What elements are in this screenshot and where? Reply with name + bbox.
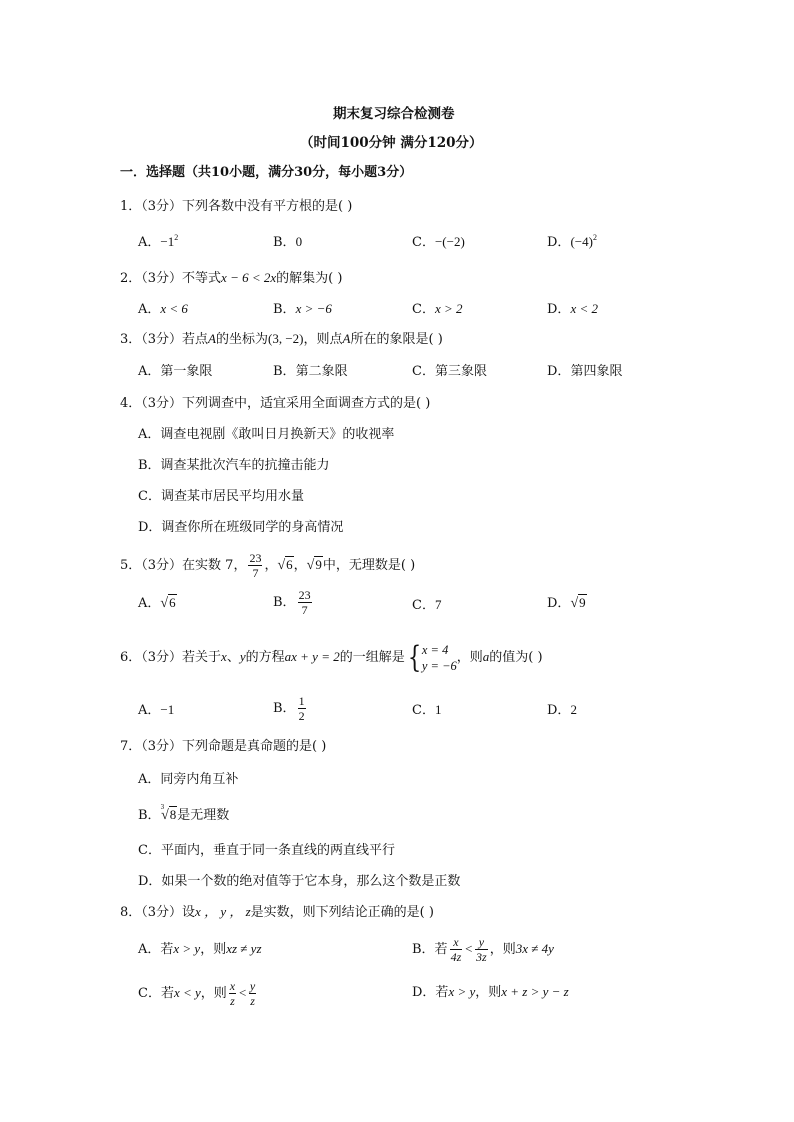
question-7-stem: 7．（3分）下列命题是真命题的是( ) <box>120 739 327 754</box>
question-6-option-a: A．−1 <box>138 702 175 718</box>
question-3-stem: 3．（3分）若点A的坐标为(3, −2)，则点A所在的象限是( ) <box>120 331 443 347</box>
question-3-option-d: D．第四象限 <box>547 364 623 379</box>
question-8-option-b: B．若 $\frac{x}{4z}$ < $\frac{y}{3z}$ ，则3x ≠ 4y <box>412 935 554 964</box>
question-2-option-d: D．x < 2 <box>547 301 598 317</box>
question-5-option-b: B． $\frac{23}{7}$ <box>273 588 311 617</box>
question-1-stem: 1．（3分）下列各数中没有平方根的是( ) <box>120 199 353 214</box>
system-brace: { <box>407 639 421 675</box>
question-4-option-a: A．调查电视剧《敢叫日月换新天》的收视率 <box>138 427 395 442</box>
question-1-option-b: B．0 <box>273 234 303 250</box>
question-6-stem: 6．（3分）若关于x、y的方程ax + y = 2的一组解是{ x = 4 y = −6 ，则a的值为( ) <box>120 639 543 675</box>
question-6-option-d: D．2 <box>547 702 577 718</box>
question-4-option-c: C．调查某市居民平均用水量 <box>138 489 304 504</box>
question-2-option-b: B．x > −6 <box>273 301 332 317</box>
page-title: 期末复习综合检测卷 <box>333 106 455 122</box>
question-7-option-c: C．平面内，垂直于同一条直线的两直线平行 <box>138 843 395 858</box>
question-7-option-d: D．如果一个数的绝对值等于它本身，那么这个数是正数 <box>138 874 461 889</box>
question-3-option-b: B．第二象限 <box>273 364 348 379</box>
question-8-stem: 8．（3分）设x ， y ， z是实数，则下列结论正确的是( ) <box>120 904 434 920</box>
question-3-option-c: C．第三象限 <box>412 364 487 379</box>
question-5-option-a: A．√6 <box>138 595 176 611</box>
question-6-option-b: B． $\frac{1}{2}$ <box>273 694 305 723</box>
question-6-option-c: C．1 <box>412 702 442 718</box>
question-5-option-d: D．√9 <box>547 595 586 611</box>
question-7-option-b: B．$^3$√8是无理数 <box>138 802 230 823</box>
question-4-option-d: D．调查你所在班级同学的身高情况 <box>138 520 344 535</box>
question-8-option-d: D．若x > y，则x + z > y − z <box>412 984 569 1000</box>
section-heading: 一．选择题（共10小题，满分30分，每小题3分） <box>120 165 413 180</box>
question-2-stem: 2．（3分）不等式x − 6 < 2x的解集为( ) <box>120 270 343 286</box>
fraction: $\frac{23}{7}$ <box>249 551 262 580</box>
question-4-stem: 4．（3分）下列调查中，适宜采用全面调查方式的是( ) <box>120 396 431 411</box>
question-7-option-a: A．同旁内角互补 <box>138 772 239 787</box>
question-2-option-a: A．x < 6 <box>138 301 188 317</box>
page-subtitle: （时间100分钟 满分120分） <box>300 135 483 151</box>
cube-root: $^3$√8 <box>160 802 177 823</box>
question-8-option-c: C．若x < y，则 $\frac{x}{z}$ < $\frac{y}{z}$ <box>138 979 256 1008</box>
square-root: √6 <box>277 557 293 573</box>
question-8-option-a: A．若x > y，则xz ≠ yz <box>138 941 262 957</box>
question-1-option-d: D．$(-4)^2$ <box>547 232 597 250</box>
question-1-option-a: A．$-1^2$ <box>138 232 179 250</box>
question-2-option-c: C．x > 2 <box>412 301 463 317</box>
square-root: √9 <box>306 557 322 573</box>
question-3-option-a: A．第一象限 <box>138 364 213 379</box>
question-4-option-b: B．调查某批次汽车的抗撞击能力 <box>138 458 330 473</box>
question-1-option-c: C．−(−2) <box>412 234 465 250</box>
question-5-option-c: C．7 <box>412 597 442 613</box>
question-5-stem: 5．（3分）在实数 7， $\frac{23}{7}$ ，√6，√9中，无理数是( ) <box>120 548 415 583</box>
solution-system: x = 4 y = −6 <box>421 642 457 673</box>
